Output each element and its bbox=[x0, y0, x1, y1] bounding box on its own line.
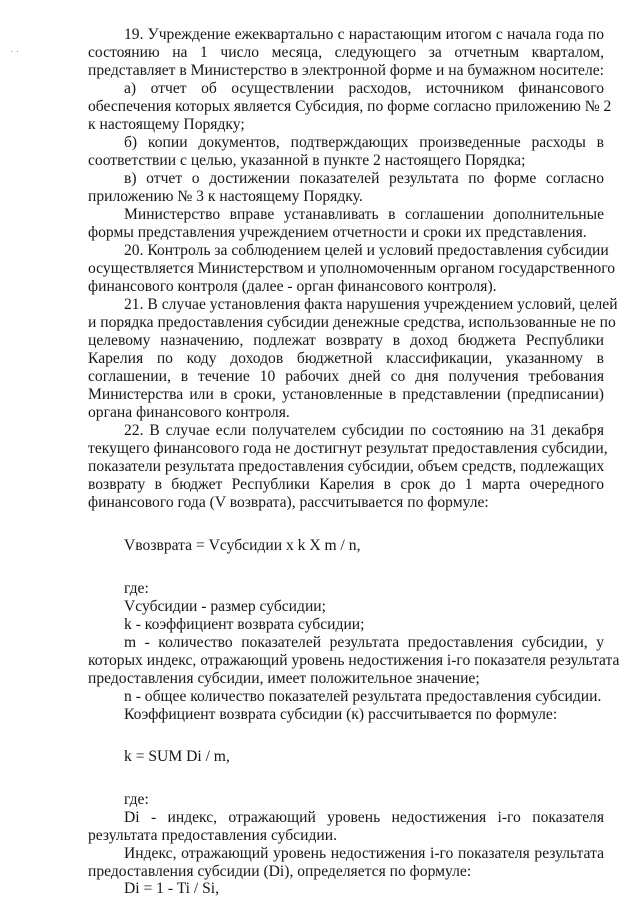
paragraph-22-line: финансового года (V возврата), рассчитывается по формуле: bbox=[88, 494, 489, 511]
where-label: где: bbox=[124, 791, 149, 808]
paragraph-line: формы представления учреждением отчетности и сроки их представления. bbox=[88, 224, 587, 241]
definition-line: Di - индекс, отражающий уровень недостижения i-го показателя bbox=[124, 809, 604, 826]
paragraph-line: Индекс, отражающий уровень недостижения i-го показателя результата bbox=[124, 845, 604, 862]
paragraph-21-line: соглашении, в течение 10 рабочих дней со дня получения требования bbox=[88, 368, 604, 385]
paragraph-20-line: осуществляется Министерством и уполномоченным органом государственного bbox=[88, 260, 616, 277]
definition-line: которых индекс, отражающий уровень недостижения i-го показателя результата bbox=[88, 652, 620, 669]
paragraph-22-line: текущего финансового года не достигнут результат предоставления субсидии, bbox=[88, 440, 608, 457]
paragraph-21-line: 21. В случае установления факта нарушения учреждением условий, целей bbox=[124, 296, 618, 313]
paragraph-19-line: состоянию на 1 число месяца, следующего за отчетным кварталом, bbox=[88, 44, 604, 61]
paragraph-21-line: целевому назначению, подлежат возврату в доход бюджета Республики bbox=[88, 332, 604, 349]
definition-line: m - количество показателей результата предоставления субсидии, у bbox=[124, 634, 604, 651]
paragraph-line: предоставления субсидии (Di), определяется по формуле: bbox=[88, 863, 472, 880]
paragraph-20-line: финансового контроля (далее - орган финансового контроля). bbox=[88, 278, 497, 295]
list-item-c-line: приложению № 3 к настоящему Порядку. bbox=[88, 188, 363, 205]
paragraph-21-line: и порядка предоставления субсидии денежные средства, использованные не по bbox=[88, 314, 616, 331]
paragraph-22-line: возврату в бюджет Республики Карелия в срок до 1 марта очередного bbox=[88, 476, 604, 493]
list-item-a-line: а) отчет об осуществлении расходов, источником финансового bbox=[124, 80, 604, 97]
formula-coefficient: k = SUM Di / m, bbox=[124, 748, 230, 765]
paragraph-20-line: 20. Контроль за соблюдением целей и условий предоставления субсидии bbox=[124, 242, 609, 259]
definition-line: n - общее количество показателей результата предоставления субсидии. bbox=[124, 688, 602, 705]
formula-return-volume: Vвозврата = Vсубсидии x k X m / n, bbox=[124, 537, 361, 554]
list-item-a-line: к настоящему Порядку; bbox=[88, 116, 245, 133]
paragraph-21-line: органа финансового контроля. bbox=[88, 404, 290, 421]
definition-line: k - коэффициент возврата субсидии; bbox=[124, 616, 365, 633]
paragraph-19-line: представляет в Министерство в электронной форме и на бумажном носителе: bbox=[88, 62, 604, 79]
list-item-a-line: обеспечения которых является Субсидия, по форме согласно приложению № 2 bbox=[88, 98, 612, 115]
paragraph-line: Министерство вправе устанавливать в соглашении дополнительные bbox=[124, 206, 604, 223]
scan-artifact: · · bbox=[10, 47, 20, 58]
paragraph-21-line: Министерства или в сроки, установленные в представлении (предписании) bbox=[88, 386, 604, 403]
paragraph-19-line: 19. Учреждение ежеквартально с нарастающим итогом с начала года по bbox=[124, 26, 604, 43]
definition-line: результата предоставления субсидии. bbox=[88, 827, 337, 844]
formula-index: Di = 1 - Ti / Si, bbox=[124, 880, 220, 897]
paragraph-line: Коэффициент возврата субсидии (к) рассчитывается по формуле: bbox=[124, 706, 558, 723]
paragraph-22-line: показатели результата предоставления субсидии, объем средств, подлежащих bbox=[88, 458, 605, 475]
definition-line: предоставления субсидии, имеет положительное значение; bbox=[88, 670, 480, 687]
where-label: где: bbox=[124, 580, 149, 597]
paragraph-21-line: Карелия по коду доходов бюджетной классификации, указанному в bbox=[88, 350, 604, 367]
list-item-b-line: б) копии документов, подтверждающих произведенные расходы в bbox=[124, 134, 604, 151]
definition-line: Vсубсидии - размер субсидии; bbox=[124, 598, 326, 615]
list-item-c-line: в) отчет о достижении показателей результата по форме согласно bbox=[124, 170, 604, 187]
paragraph-22-line: 22. В случае если получателем субсидии по состоянию на 31 декабря bbox=[124, 422, 604, 439]
list-item-b-line: соответствии с целью, указанной в пункте 2 настоящего Порядка; bbox=[88, 152, 526, 169]
